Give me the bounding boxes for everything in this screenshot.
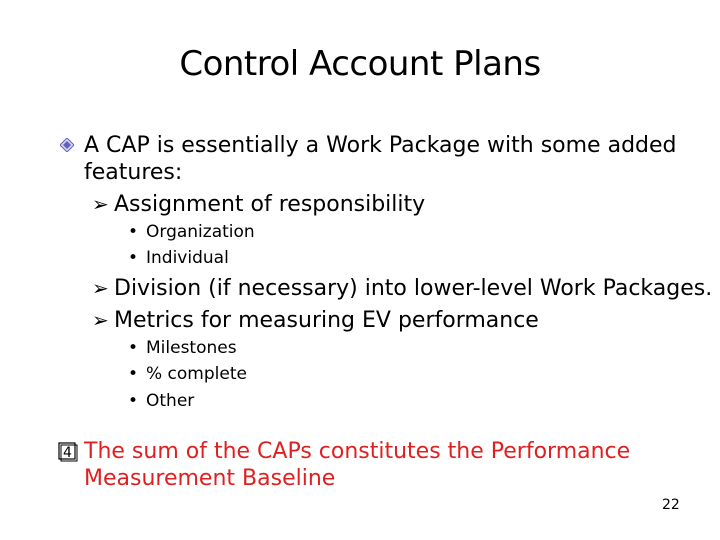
list-item-milestones <box>128 335 237 361</box>
list-item-text: Individual <box>146 248 229 268</box>
sub-bullet-division <box>92 274 712 303</box>
list-item-other <box>128 388 194 414</box>
arrow-bullet-icon: ➢ <box>92 192 109 216</box>
list-item-text: Other <box>146 391 195 411</box>
sub-bullet-text: Metrics for measuring EV performance <box>114 308 539 333</box>
list-item-percent-complete <box>128 361 247 387</box>
list-item-individual <box>128 245 229 271</box>
sub-bullet-metrics <box>92 306 539 335</box>
bullet-2 <box>58 438 678 492</box>
list-item-text: Organization <box>146 222 255 242</box>
svg-text:4: 4 <box>63 445 72 461</box>
sub-bullet-text: Division (if necessary) into lower-level Work Packages. <box>114 276 713 301</box>
arrow-bullet-icon: ➢ <box>92 308 109 332</box>
four-square-icon <box>58 442 78 462</box>
dot-bullet-icon: • <box>128 222 139 242</box>
bullet-1 <box>58 132 678 186</box>
list-item-text: Milestones <box>146 338 237 358</box>
bullet-1-text: A CAP is essentially a Work Package with some added features: <box>84 133 677 185</box>
page-number: 22 <box>662 497 680 513</box>
sub-bullet-text: Assignment of responsibility <box>114 192 426 217</box>
diamond-bullet-icon <box>60 138 74 152</box>
dot-bullet-icon: • <box>128 391 139 411</box>
list-item-text: % complete <box>146 364 247 384</box>
slide-title: Control Account Plans <box>179 44 541 84</box>
dot-bullet-icon: • <box>128 248 139 268</box>
sub-bullet-responsibility <box>92 190 425 219</box>
list-item-organization <box>128 219 255 245</box>
dot-bullet-icon: • <box>128 338 139 358</box>
bullet-2-text: The sum of the CAPs constitutes the Performance Measurement Baseline <box>84 439 631 491</box>
arrow-bullet-icon: ➢ <box>92 276 109 300</box>
dot-bullet-icon: • <box>128 364 139 384</box>
